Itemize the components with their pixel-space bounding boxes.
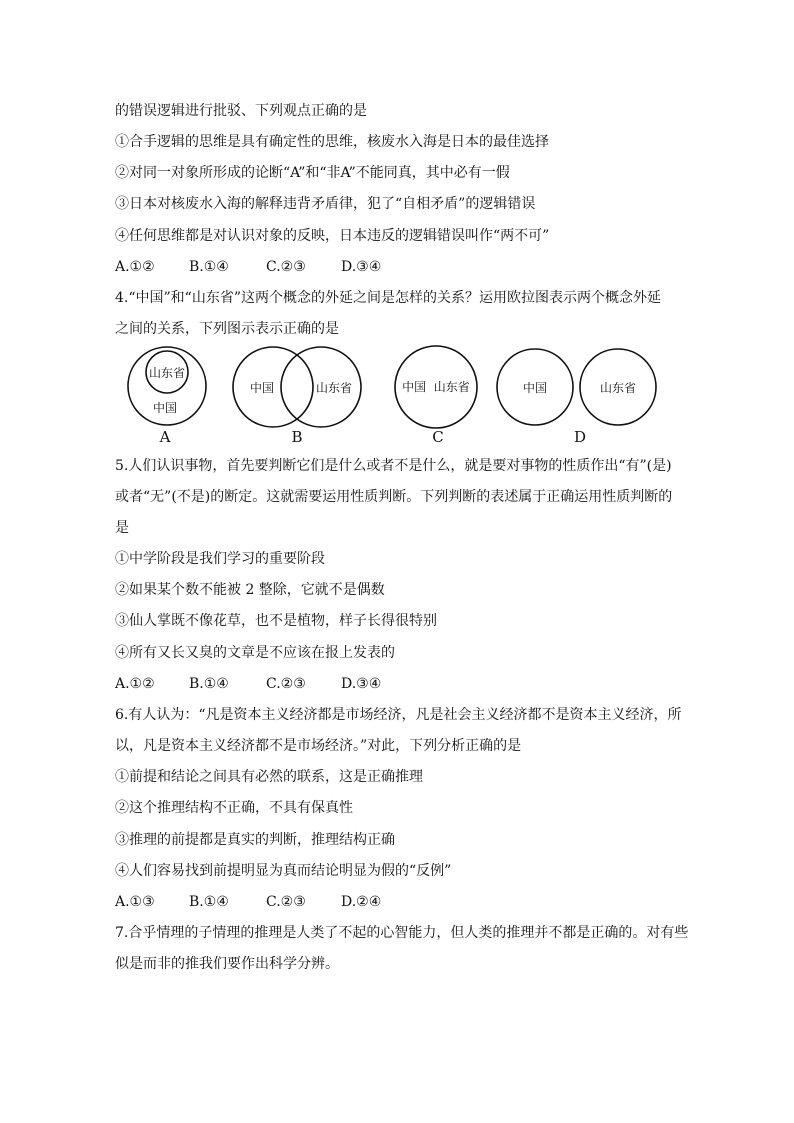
q6-stem-line-2: 以，凡是资本主义经济都不是市场经济。”对此，下列分析正确的是 — [115, 738, 522, 754]
q5-options — [115, 674, 381, 694]
diagram-b-left-label: 中国 — [249, 381, 275, 395]
q5-statement-1: ①中学阶段是我们学习的重要阶段 — [115, 551, 325, 567]
diagram-a-inner-label: 山东省 — [148, 366, 186, 380]
q3-option-b: B.①④ — [189, 259, 229, 275]
q3-stem-tail: 的错误逻辑进行批驳、下列观点正确的是 — [115, 103, 367, 119]
q5-stem-line-3: 是 — [115, 520, 129, 536]
q5-option-d: D.③④ — [341, 676, 382, 692]
q3-statement-4: ④任何思维都是对认识对象的反映，日本违反的逻辑错误叫作“两不可” — [115, 228, 550, 244]
diagram-d-letter: D — [573, 428, 587, 446]
diagram-c-letter: C — [432, 428, 444, 446]
q3-statement-1: ①合手逻辑的思维是具有确定性的思维，核废水入海是日本的最佳选择 — [115, 134, 549, 150]
q7-stem-line-1: 7.合乎情理的子情理的推理是人类了不起的心智能力，但人类的推理并不都是正确的。对有些 — [115, 925, 689, 941]
diagram-a-letter: A — [159, 428, 171, 446]
q6-options — [115, 892, 381, 912]
q3-option-d: D.③④ — [341, 259, 382, 275]
q4-stem-line-2: 之间的关系，下列图示表示正确的是 — [115, 321, 339, 337]
q3-options — [115, 257, 381, 277]
q6-statement-3: ③推理的前提都是真实的判断，推理结构正确 — [115, 832, 395, 848]
q6-option-b: B.①④ — [189, 894, 229, 910]
q5-stem-line-2: 或者“无”(不是)的断定。这就需要运用性质判断。下列判断的表述属于正确运用性质判断的 — [115, 489, 673, 505]
diagram-d-right-label: 山东省 — [599, 381, 637, 395]
q3-statement-2: ②对同一对象所形成的论断“A”和“非A”不能同真，其中必有一假 — [115, 165, 510, 181]
q5-statement-3: ③仙人掌既不像花草，也不是植物，样子长得很特别 — [115, 613, 437, 629]
q5-option-c: C.②③ — [266, 676, 306, 692]
q6-option-a: A.①③ — [115, 894, 155, 910]
diagram-b-letter: B — [291, 428, 303, 446]
q6-statement-2: ②这个推理结构不正确，不具有保真性 — [115, 800, 353, 816]
q5-statement-4: ④所有又长又臭的文章是不应该在报上发表的 — [115, 645, 395, 661]
q5-option-a: A.①② — [115, 676, 155, 692]
q5-option-b: B.①④ — [189, 676, 229, 692]
q5-statement-2: ②如果某个数不能被 2 整除，它就不是偶数 — [115, 582, 385, 598]
q6-option-c: C.②③ — [266, 894, 306, 910]
q6-stem-line-1: 6.有人认为：“凡是资本主义经济都是市场经济，凡是社会主义经济都不是资本主义经济，所 — [115, 707, 682, 723]
diagram-c-label: 中国 山东省 — [402, 380, 470, 394]
q5-stem-line-1: 5.人们认识事物，首先要判断它们是什么或者不是什么，就是要对事物的性质作出“有”(是) — [115, 458, 672, 474]
diagram-b-right-label: 山东省 — [315, 381, 353, 395]
q6-statement-4: ④人们容易找到前提明显为真而结论明显为假的“反例” — [115, 863, 452, 879]
q7-stem-line-2: 似是而非的推我们要作出科学分辨。 — [115, 956, 339, 972]
q3-option-a: A.①② — [115, 259, 155, 275]
q6-option-d: D.②④ — [341, 894, 382, 910]
q4-stem-line-1: 4.“中国”和“山东省”这两个概念的外延之间是怎样的关系？运用欧拉图表示两个概念外延 — [115, 290, 661, 306]
q3-statement-3: ③日本对核废水入海的解释违背矛盾律，犯了“自相矛盾”的逻辑错误 — [115, 196, 536, 212]
q3-option-c: C.②③ — [266, 259, 306, 275]
diagram-d-left-label: 中国 — [522, 381, 548, 395]
diagram-a-outer-label: 中国 — [152, 401, 178, 415]
q6-statement-1: ①前提和结论之间具有必然的联系，这是正确推理 — [115, 769, 423, 785]
euler-diagrams — [0, 340, 794, 450]
